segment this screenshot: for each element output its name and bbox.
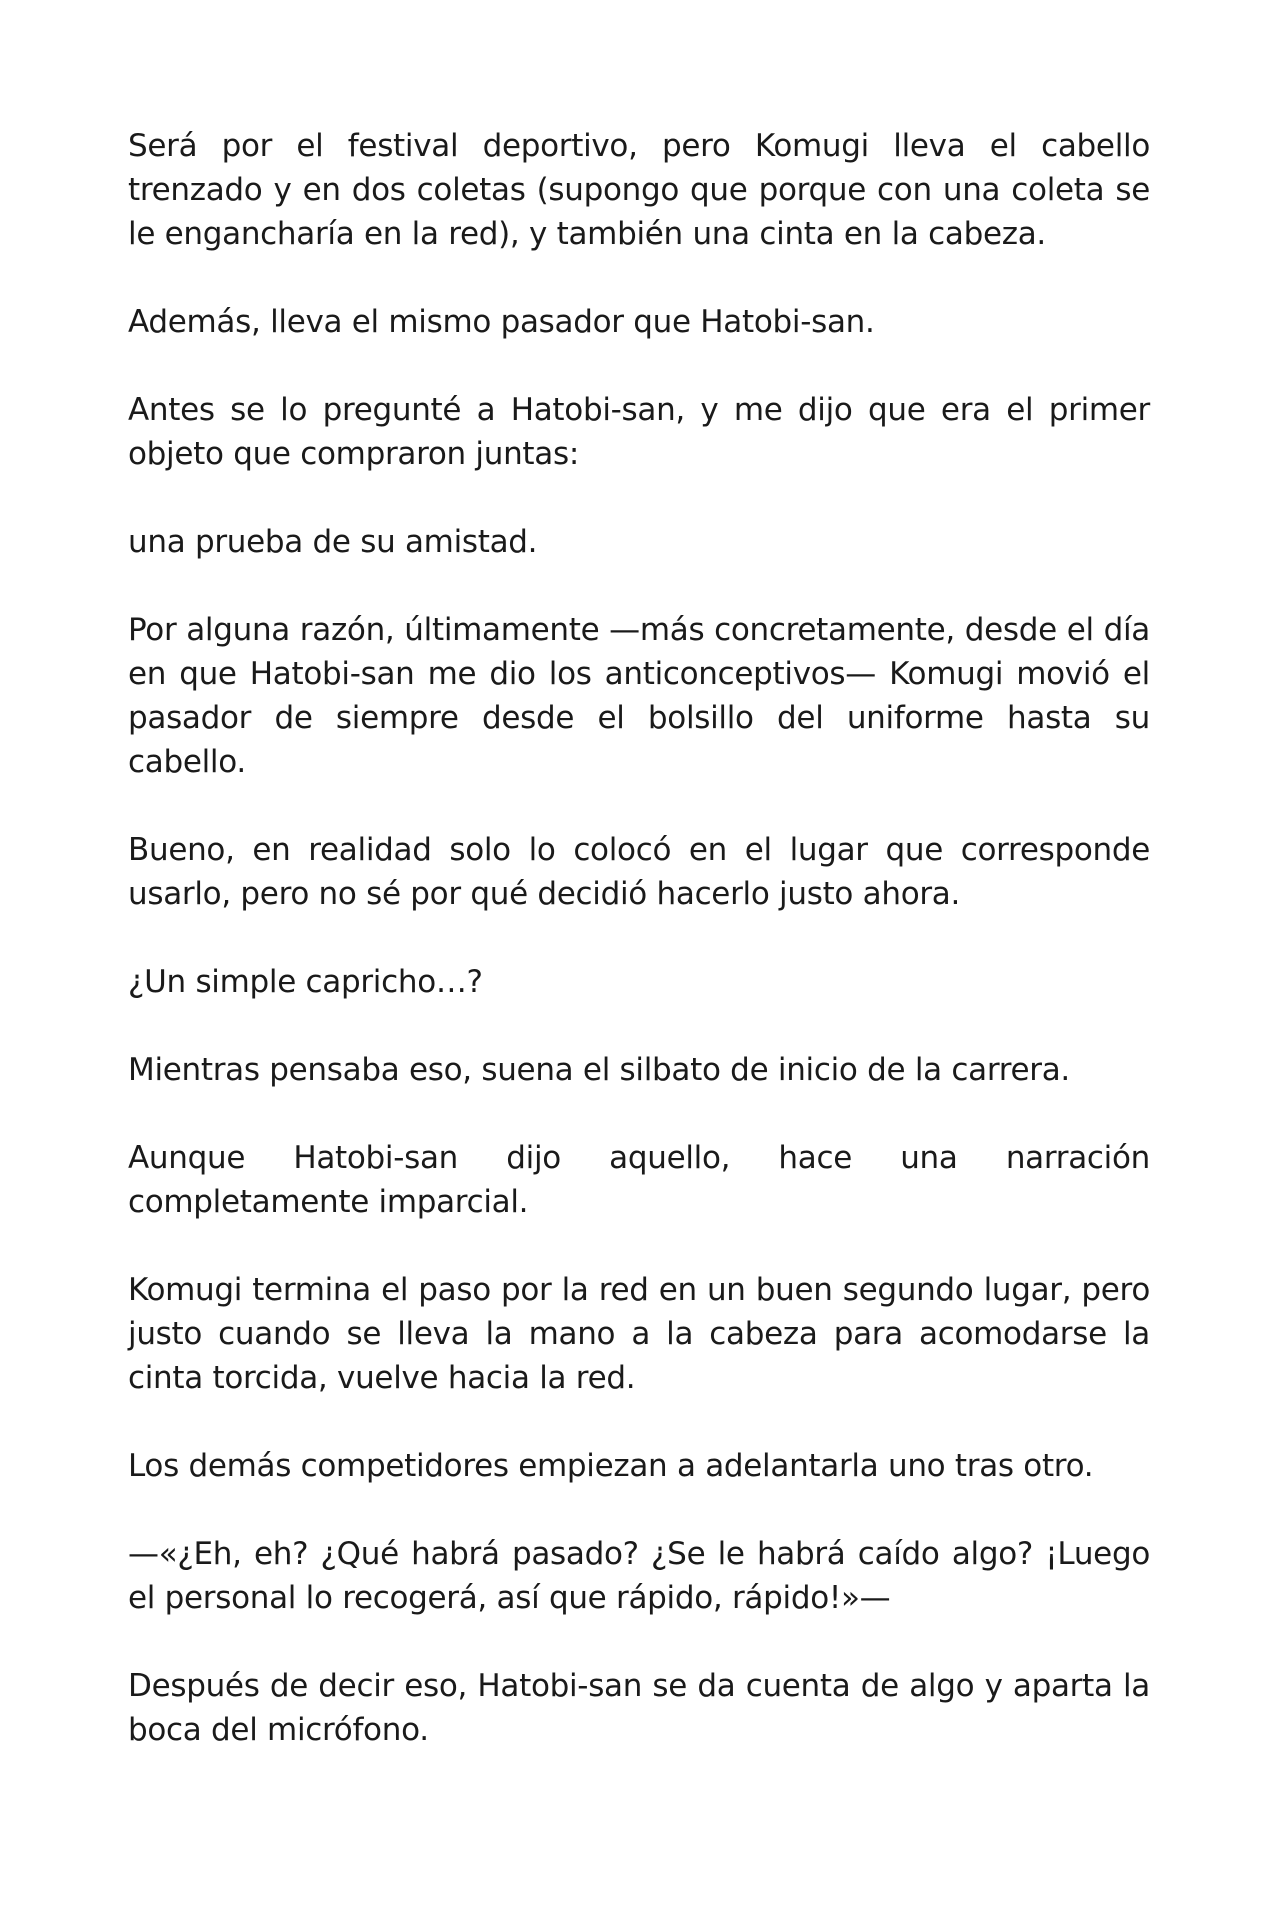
- document-page: [128, 124, 1150, 1796]
- paragraph-11: Los demás competidores empiezan a adelantarla uno tras otro.: [128, 1448, 1094, 1484]
- paragraph-13: Después de decir eso, Hatobi-san se da cuenta de algo y aparta la boca del micrófono.: [128, 1668, 1150, 1748]
- paragraph-12: —«¿Eh, eh? ¿Qué habrá pasado? ¿Se le habrá caído algo? ¡Luego el personal lo recogerá, así que rápido, rápido!»—: [128, 1536, 1150, 1616]
- paragraph-10: Komugi termina el paso por la red en un buen segundo lugar, pero justo cuando se lleva la mano a la cabeza para acomodarse la cinta torcida, vuelve hacia la red.: [128, 1272, 1150, 1396]
- paragraph-1: Será por el festival deportivo, pero Komugi lleva el cabello trenzado y en dos coletas (supongo que porque con una coleta se le engancharía en la red), y también una cinta en la cabeza.: [128, 128, 1150, 252]
- paragraph-6: Bueno, en realidad solo lo colocó en el lugar que corresponde usarlo, pero no sé por qué decidió hacerlo justo ahora.: [128, 832, 1150, 912]
- paragraph-8: Mientras pensaba eso, suena el silbato de inicio de la carrera.: [128, 1052, 1070, 1088]
- paragraph-4: una prueba de su amistad.: [128, 524, 538, 560]
- paragraph-7: ¿Un simple capricho…?: [128, 964, 483, 1000]
- paragraph-3: Antes se lo pregunté a Hatobi-san, y me dijo que era el primer objeto que compraron juntas:: [128, 392, 1150, 472]
- paragraph-2: Además, lleva el mismo pasador que Hatobi-san.: [128, 304, 875, 340]
- paragraph-9: Aunque Hatobi-san dijo aquello, hace una narración completamente imparcial.: [128, 1140, 1150, 1220]
- paragraph-5: Por alguna razón, últimamente —más concretamente, desde el día en que Hatobi-san me dio los anticonceptivos— Komugi movió el pasador de siempre desde el bolsillo del uniforme hasta su cabello.: [128, 612, 1150, 780]
